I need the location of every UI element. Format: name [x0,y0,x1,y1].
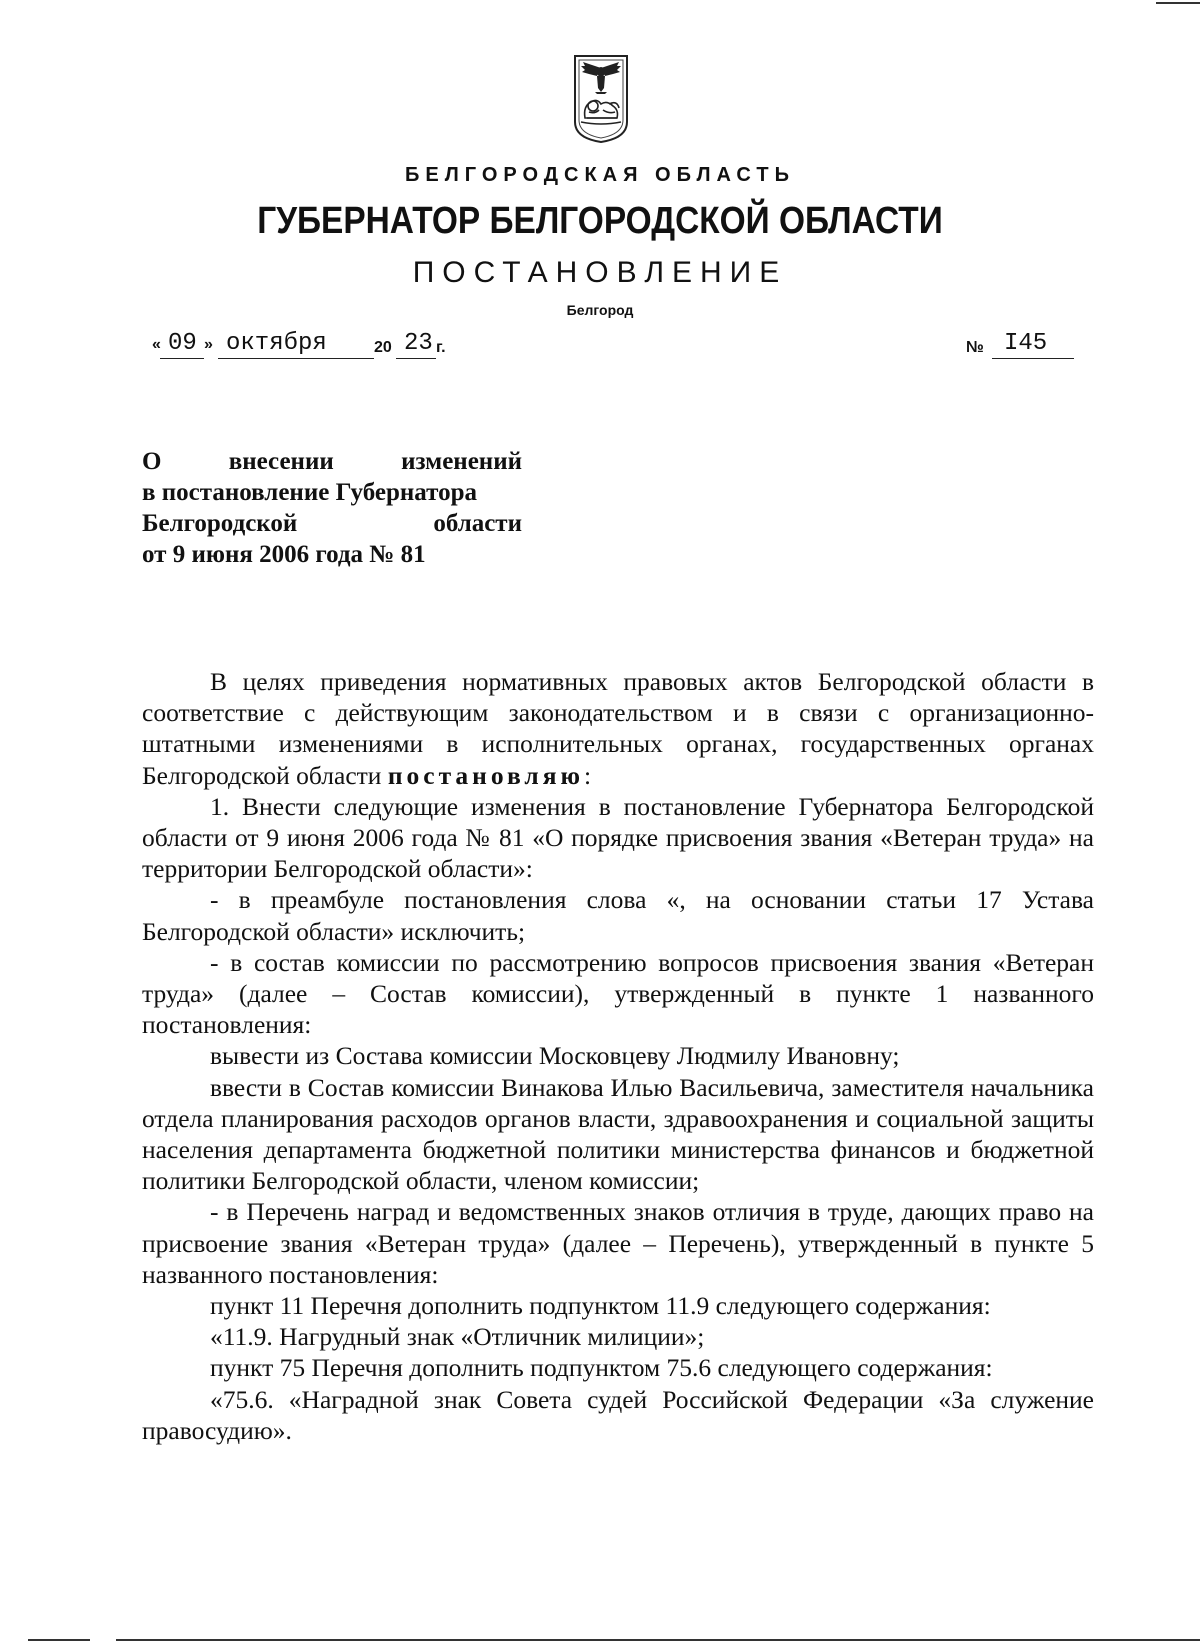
resolve-word: постановляю [387,760,584,790]
date-line [152,330,482,362]
date-year-suffix: 23 [404,330,433,357]
subject-word: внесении [228,448,334,475]
document-body [142,666,1094,1446]
paragraph-item-11-9: «11.9. Нагрудный знак «Отличник милиции»; [210,1322,705,1352]
paragraph-add-member: ввести в Состав комиссии Винакова Илью Васильевича, заместителя начальника отдела планирования расходов органов власти, здравоохранения и социальной защиты населения департамента бюджетной политики министерства финансов и бюджетной политики Белгородской области, членом комиссии; [142,1072,1094,1196]
paragraph-item-11: пункт 11 Перечня дополнить подпунктом 11.9 следующего содержания: [210,1291,991,1321]
governor-title: ГУБЕРНАТОР БЕЛГОРОДСКОЙ ОБЛАСТИ [257,200,943,242]
date-close-quote: » [204,336,213,353]
paragraph-preamble-change: - в преамбуле постановления слова «, на основании статьи 17 Устава Белгородской области» исключить; [142,885,1094,946]
preamble-colon: : [584,760,592,790]
number-line [966,330,1076,362]
subject-line: в постановление Губернатора [142,479,477,506]
date-open-quote: « [152,336,161,353]
month-underline [218,358,374,359]
subject-line: от 9 июня 2006 года № 81 [142,541,426,568]
date-month: октября [226,330,327,357]
subject-word: области [433,510,522,537]
year-underline [396,358,436,359]
city-label: Белгород [566,302,634,318]
day-underline [160,358,204,359]
date-year-mark: г. [436,339,446,356]
paragraph-remove-member: вывести из Состава комиссии Московцеву Людмилу Ивановну; [210,1041,900,1071]
document-type: ПОСТАНОВЛЕНИЕ [412,256,788,289]
subject-word: О [142,448,162,475]
document-number: I45 [1004,330,1048,357]
subject-block [142,446,522,570]
paragraph-item-75: пункт 75 Перечня дополнить подпунктом 75.6 следующего содержания: [210,1353,993,1383]
number-label: № [966,339,984,356]
bottom-line [28,1639,90,1641]
number-underline [992,358,1074,359]
paragraph-commission-change: - в состав комиссии по рассмотрению вопросов присвоения звания «Ветеран труда» (далее – Состав комиссии), утвержденный в пункте 1 названного постановления: [142,947,1094,1040]
paragraph-awards-list: - в Перечень наград и ведомственных знаков отличия в труде, дающих право на присвоение звания «Ветеран труда» (далее – Перечень), утвержденный в пункте 5 названного постановления: [142,1197,1094,1289]
bottom-line [116,1639,1200,1641]
subject-line [142,446,522,477]
paragraph-item-75-6: «75.6. «Наградной знак Совета судей Российской Федерации «За служение правосудию». [142,1384,1094,1445]
date-year-prefix: 20 [374,339,392,356]
subject-line [142,508,522,539]
belgorod-coat-of-arms-icon [571,52,631,144]
date-day: 09 [168,330,197,357]
corner-line [1156,2,1200,4]
subject-word: Белгородской [142,510,298,537]
region-title: БЕЛГОРОДСКАЯ ОБЛАСТЬ [405,164,795,186]
paragraph-preamble [142,666,1094,791]
subject-word: изменений [401,448,523,475]
preamble-text: В целях приведения нормативных правовых актов Белгородской области в соответствие с действующим законодательством и в связи с организационно-штатными изменениями в исполнительных органах, государственных органах Белгородской области [142,667,1094,790]
paragraph-item-1: 1. Внести следующие изменения в постановление Губернатора Белгородской области от 9 июня 2006 года № 81 «О порядке присвоения звания «Ветеран труда» на территории Белгородской области»: [142,791,1094,884]
